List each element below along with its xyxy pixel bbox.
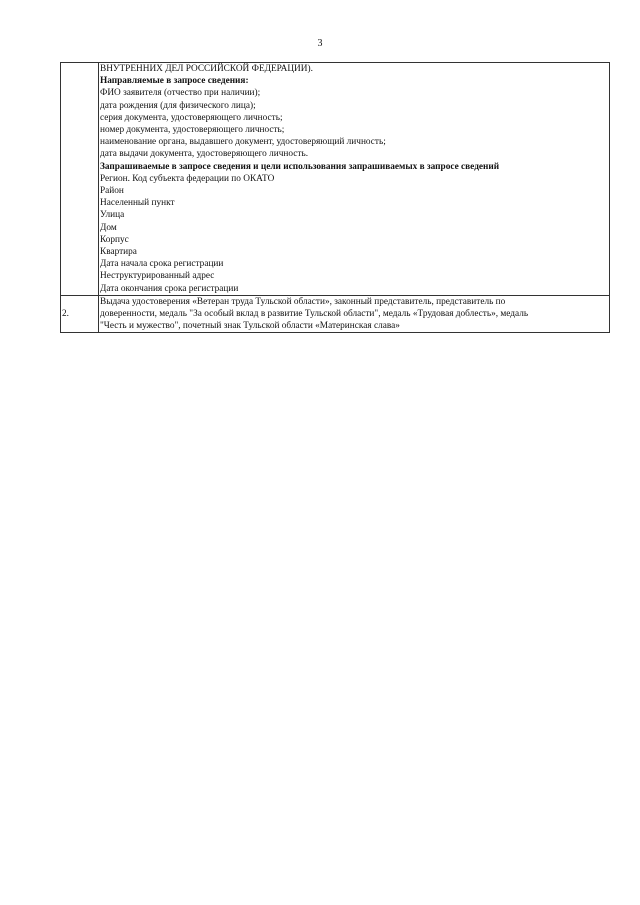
list-item: серия документа, удостоверяющего личность; <box>100 112 283 123</box>
list-item: Корпус <box>100 234 129 245</box>
table-row <box>61 295 610 333</box>
row-content-cell <box>99 295 610 333</box>
row-number-cell: 2. <box>61 295 99 333</box>
list-item: Квартира <box>100 247 137 258</box>
list-item: Дата начала срока регистрации <box>100 259 224 270</box>
list-item: Район <box>100 186 124 197</box>
list-item: Неструктурированный адрес <box>100 271 215 282</box>
service-description-line: "Честь и мужество", почетный знак Тульской области «Материнская слава» <box>100 321 400 332</box>
list-item: номер документа, удостоверяющего личность; <box>100 125 285 136</box>
list-item: ФИО заявителя (отчество при наличии); <box>100 88 261 99</box>
service-description-line: Выдача удостоверения «Ветеран труда Тульской области», законный представитель, представитель по <box>100 296 506 307</box>
page-number: 3 <box>317 38 323 49</box>
text-line: ВНУТРЕННИХ ДЕЛ РОССИЙСКОЙ ФЕДЕРАЦИИ). <box>100 64 313 74</box>
list-item: Дата окончания срока регистрации <box>100 283 239 294</box>
list-item: Дом <box>100 222 117 233</box>
list-item: дата выдачи документа, удостоверяющего личность. <box>100 149 309 160</box>
row-content-cell <box>99 63 610 296</box>
services-table <box>60 62 610 333</box>
section-heading: Запрашиваемые в запросе сведения и цели использования запрашиваемых в запросе сведений <box>100 161 500 172</box>
list-item: дата рождения (для физического лица); <box>100 100 256 111</box>
list-item: наименование органа, выдавшего документ, удостоверяющий личность; <box>100 137 386 148</box>
list-item: Улица <box>100 210 125 221</box>
list-item: Населенный пункт <box>100 198 175 209</box>
section-heading: Направляемые в запросе сведения: <box>100 76 249 87</box>
table-row <box>61 63 610 296</box>
list-item: Регион. Код субъекта федерации по ОКАТО <box>100 173 275 184</box>
service-description-line: доверенности, медаль "За особый вклад в развитие Тульской области", медаль «Трудовая доблесть», медаль <box>100 309 529 320</box>
row-number-cell <box>61 63 99 296</box>
